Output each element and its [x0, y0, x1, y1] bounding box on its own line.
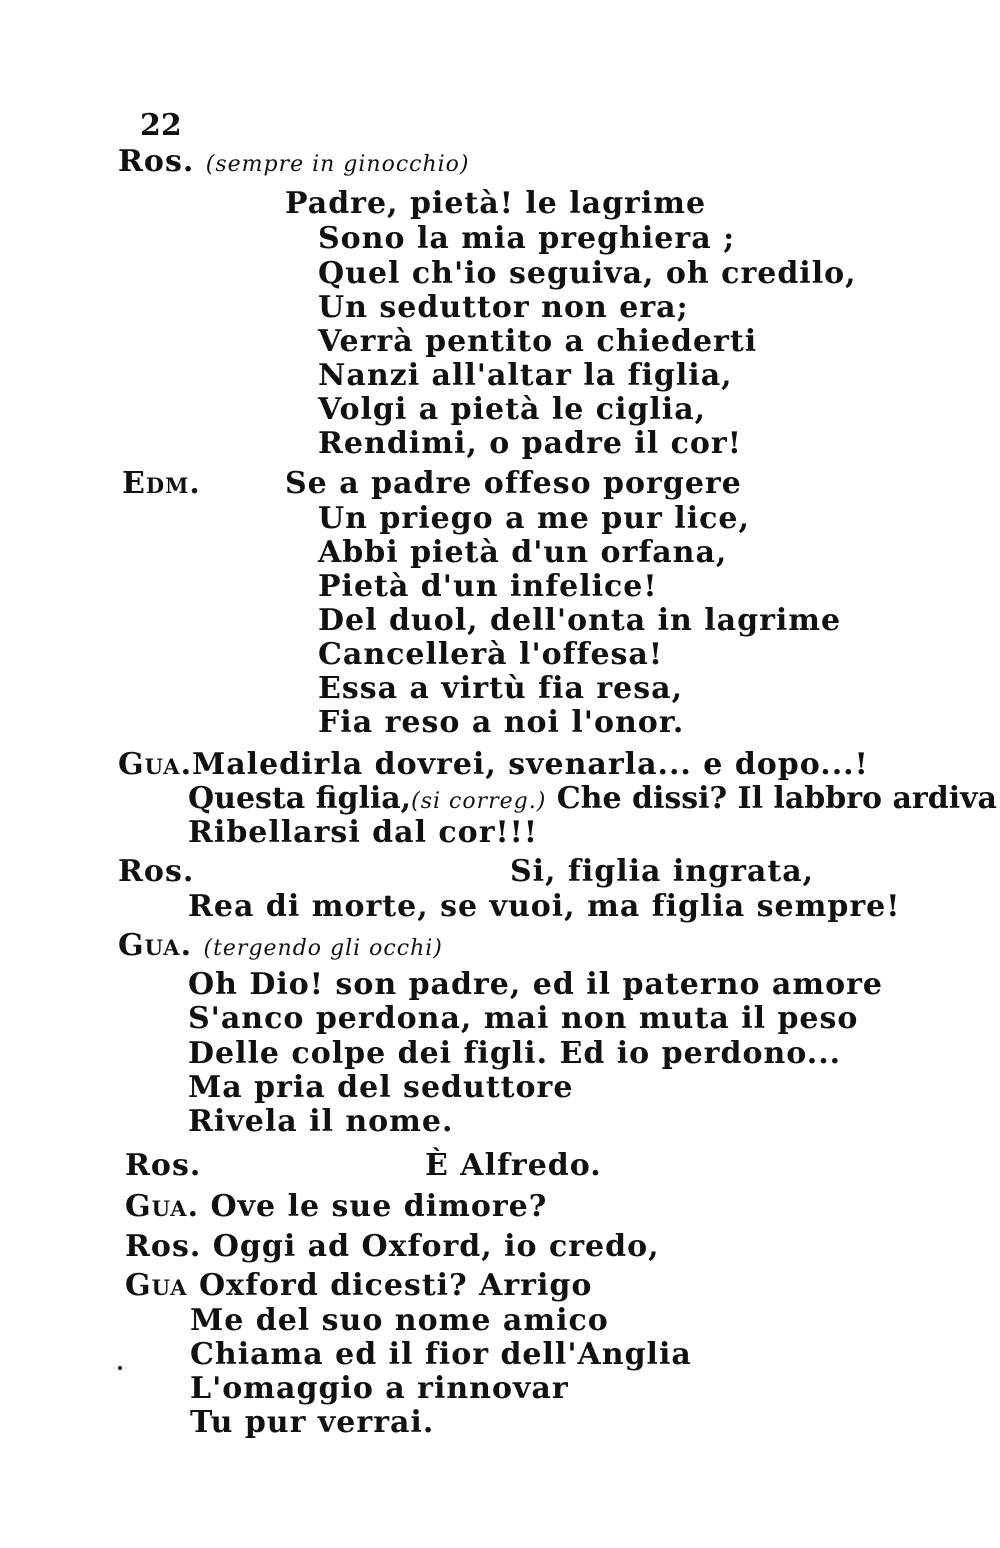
verse-text: Questa figlia, — [188, 781, 412, 816]
verse-text: Ove le sue dimore? — [210, 1189, 548, 1224]
speaker-label: Gua. — [118, 928, 193, 963]
speaker-label: Ros. — [118, 144, 195, 179]
speaker-label: Edm. — [122, 466, 201, 501]
verse-line: L'omaggio a rinnovar — [190, 1371, 569, 1406]
speaker-label: Gua — [125, 1268, 188, 1303]
verse-line: Chiama ed il fior dell'Anglia — [190, 1337, 692, 1372]
verse-line: Rivela il nome. — [188, 1104, 454, 1139]
verse-text: Oggi ad Oxford, io credo, — [212, 1229, 660, 1264]
verse-line: Tu pur verrai. — [190, 1405, 435, 1440]
speech-line — [118, 145, 470, 182]
speaker-label: Ros. — [118, 854, 195, 889]
verse-text: Maledirla dovrei, svenarla... e dopo...! — [192, 747, 869, 782]
verse-line: Verrà pentito a chiederti — [318, 324, 758, 359]
verse-line: Se a padre offeso porgere — [285, 466, 742, 501]
verse-line: Un priego a me pur lice, — [318, 501, 750, 536]
verse-line: Ma pria del seduttore — [188, 1070, 574, 1105]
speaker-label: Ros. — [125, 1148, 202, 1183]
speaker-label: Gua. — [118, 747, 193, 782]
verse-line: Abbi pietà d'un orfana, — [318, 535, 728, 570]
speech-line — [188, 782, 997, 819]
verse-line: Rea di morte, se vuoi, ma figlia sempre! — [188, 889, 901, 924]
speaker-label: Ros. — [125, 1229, 202, 1264]
verse-text: Oxford dicesti? Arrigo — [199, 1268, 593, 1303]
speech-line — [118, 748, 869, 782]
stage-direction: (sempre in ginocchio) — [205, 152, 470, 177]
verse-line: S'anco perdona, mai non muta il peso — [188, 1001, 859, 1036]
verse-line: Nanzi all'altar la figlia, — [318, 358, 733, 393]
verse-line: Oh Dio! son padre, ed il paterno amore — [188, 967, 884, 1002]
verse-text: Che dissi? Il labbro ardiva — [556, 781, 997, 816]
stage-direction: (si correg.) — [411, 789, 547, 814]
verse-line: Quel ch'io seguiva, oh credilo, — [318, 256, 857, 291]
speech-line — [118, 929, 443, 966]
speaker-label: Gua. — [125, 1189, 200, 1224]
verse-line: Un seduttor non era; — [318, 290, 689, 325]
stage-direction: (tergendo gli occhi) — [203, 936, 443, 961]
verse-line: È Alfredo. — [425, 1148, 602, 1183]
verse-line: Volgi a pietà le ciglia, — [318, 392, 707, 427]
verse-line: Sono la mia preghiera ; — [318, 221, 736, 256]
speech-line — [125, 1230, 660, 1264]
verse-line: Me del suo nome amico — [190, 1303, 609, 1338]
page-number: 22 — [140, 108, 182, 143]
verse-line: Del duol, dell'onta in lagrime — [318, 603, 842, 638]
speech-line — [125, 1269, 592, 1303]
verse-line: Rendimi, o padre il cor! — [318, 426, 742, 461]
verse-line: Fia reso a noi l'onor. — [318, 705, 685, 740]
ink-speck — [118, 1366, 122, 1370]
verse-line: Delle colpe dei figli. Ed io perdono... — [188, 1036, 842, 1071]
verse-line: Pietà d'un infelice! — [318, 569, 658, 604]
verse-line: Si, figlia ingrata, — [510, 854, 815, 889]
speech-line — [125, 1190, 547, 1224]
verse-line: Ribellarsi dal cor!!! — [188, 815, 539, 850]
verse-line: Padre, pietà! le lagrime — [285, 186, 707, 221]
verse-line: Essa a virtù fia resa, — [318, 671, 684, 706]
verse-line: Cancellerà l'offesa! — [318, 637, 664, 672]
